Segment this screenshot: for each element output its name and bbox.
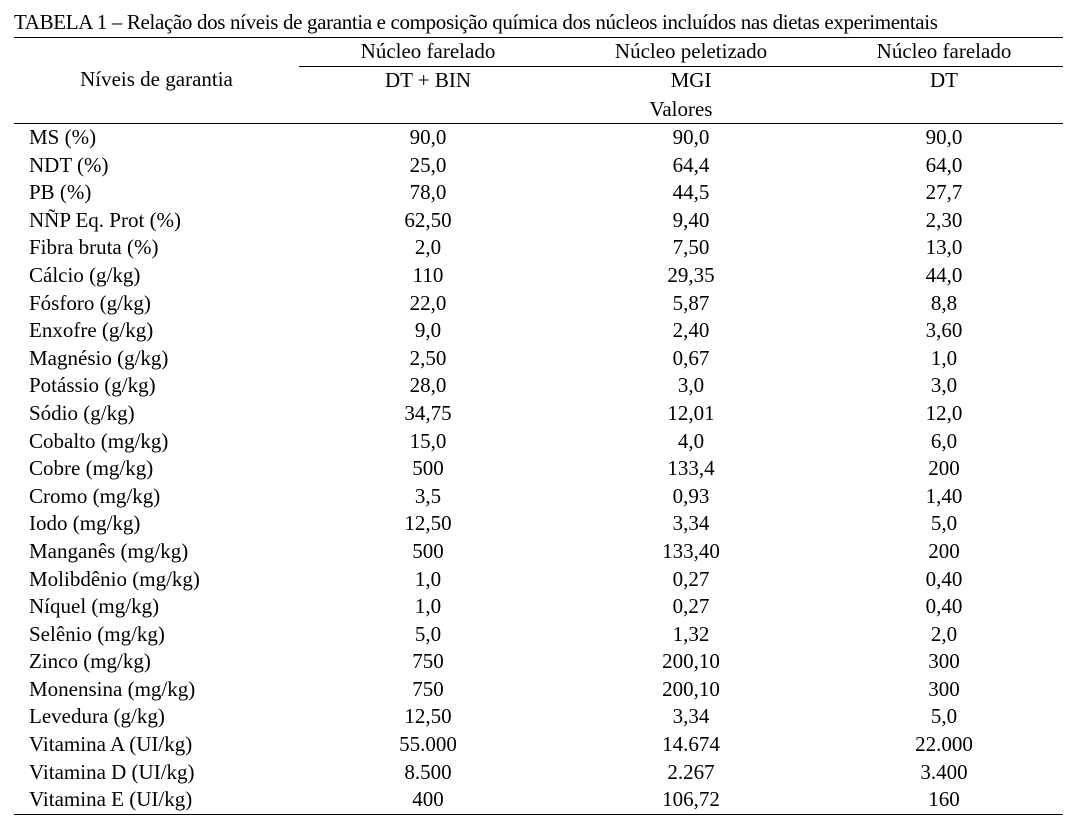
col2-header-line1: Núcleo peletizado <box>614 39 768 63</box>
cell-value-col1: 12,50 <box>404 511 452 536</box>
cell-value-col1: 5,0 <box>414 621 442 646</box>
cell-value-col2: 44,5 <box>672 180 710 205</box>
cell-value-col3: 64,0 <box>925 152 963 177</box>
row-label: Molibdênio (mg/kg) <box>29 566 200 591</box>
cell-value-col3: 3,60 <box>925 318 963 343</box>
table-row <box>0 345 1077 373</box>
cell-value-col3: 90,0 <box>925 125 963 149</box>
row-label: Manganês (mg/kg) <box>29 538 189 563</box>
cell-value-col2: 5,87 <box>672 290 710 315</box>
cell-value-col2: 14.674 <box>662 732 720 757</box>
cell-value-col1: 15,0 <box>409 428 447 453</box>
cell-value-col1: 1,0 <box>414 566 442 591</box>
col3-header-line2: DT <box>930 68 958 92</box>
cell-value-col1: 750 <box>412 649 444 674</box>
row-label: NÑP Eq. Prot (%) <box>29 207 182 232</box>
row-label: Selênio (mg/kg) <box>29 621 165 646</box>
cell-value-col3: 12,0 <box>925 400 963 425</box>
cell-value-col2: 133,40 <box>662 538 720 563</box>
row-label: Fibra bruta (%) <box>29 235 159 260</box>
cell-value-col3: 1,0 <box>930 345 958 370</box>
cell-value-col3: 27,7 <box>925 180 963 205</box>
cell-value-col2: 4,0 <box>677 428 705 453</box>
table-row <box>0 676 1077 704</box>
cell-value-col3: 44,0 <box>925 262 963 287</box>
cell-value-col3: 5,0 <box>930 511 958 536</box>
table-row <box>0 428 1077 456</box>
table-row <box>0 566 1077 594</box>
cell-value-col3: 200 <box>928 456 960 481</box>
cell-value-col2: 3,34 <box>672 511 710 536</box>
row-label: Enxofre (g/kg) <box>29 318 154 343</box>
row-label: Vitamina D (UI/kg) <box>29 759 195 784</box>
row-label: Cobre (mg/kg) <box>29 456 154 481</box>
table-row <box>0 648 1077 676</box>
row-label: Fósforo (g/kg) <box>29 290 151 315</box>
row-label: MS (%) <box>29 125 97 149</box>
cell-value-col2: 12,01 <box>667 400 715 425</box>
cell-value-col1: 1,0 <box>414 594 442 619</box>
row-label: Sódio (g/kg) <box>29 400 135 425</box>
col3-header-line1: Núcleo farelado <box>876 39 1012 63</box>
cell-value-col2: 0,27 <box>672 566 710 591</box>
cell-value-col3: 300 <box>928 676 960 701</box>
cell-value-col3: 2,0 <box>930 621 958 646</box>
table-row <box>0 786 1077 814</box>
table-row <box>0 207 1077 235</box>
bottom-rule <box>14 814 1063 815</box>
row-label: Iodo (mg/kg) <box>29 511 141 536</box>
cell-value-col2: 3,0 <box>677 373 705 398</box>
cell-value-col2: 90,0 <box>672 125 710 149</box>
table-row <box>0 372 1077 400</box>
cell-value-col1: 55.000 <box>399 732 457 757</box>
cell-value-col3: 0,40 <box>925 594 963 619</box>
cell-value-col3: 3,0 <box>930 373 958 398</box>
cell-value-col2: 200,10 <box>662 649 720 674</box>
row-label: Cromo (mg/kg) <box>29 483 161 508</box>
cell-value-col1: 500 <box>412 456 444 481</box>
row-label: PB (%) <box>29 180 92 205</box>
cell-value-col1: 22,0 <box>409 290 447 315</box>
cell-value-col3: 6,0 <box>930 428 958 453</box>
table-caption: TABELA 1 – Relação dos níveis de garantia e composição química dos núcleos incluídos nas dietas experimentais <box>14 10 938 34</box>
cell-value-col3: 5,0 <box>930 704 958 729</box>
table-row <box>0 593 1077 621</box>
cell-value-col2: 3,34 <box>672 704 710 729</box>
row-label: Vitamina A (UI/kg) <box>29 732 193 757</box>
table-body <box>0 124 1077 814</box>
cell-value-col1: 2,50 <box>409 345 447 370</box>
table-row <box>0 759 1077 787</box>
cell-value-col3: 200 <box>928 538 960 563</box>
row-label: Zinco (mg/kg) <box>29 649 151 674</box>
cell-value-col3: 8,8 <box>930 290 958 315</box>
cell-value-col2: 9,40 <box>672 207 710 232</box>
cell-value-col2: 7,50 <box>672 235 710 260</box>
values-label: Valores <box>649 97 713 121</box>
cell-value-col2: 1,32 <box>672 621 710 646</box>
table-row <box>0 262 1077 290</box>
row-label: Monensina (mg/kg) <box>29 676 196 701</box>
cell-value-col1: 3,5 <box>414 483 442 508</box>
cell-value-col1: 25,0 <box>409 152 447 177</box>
table-row <box>0 455 1077 483</box>
table-row <box>0 483 1077 511</box>
table-row <box>0 234 1077 262</box>
row-label: Níquel (mg/kg) <box>29 594 160 619</box>
cell-value-col2: 133,4 <box>667 456 715 481</box>
table-row <box>0 621 1077 649</box>
header-row-label: Níveis de garantia <box>80 67 233 91</box>
table-row <box>0 510 1077 538</box>
cell-value-col3: 2,30 <box>925 207 963 232</box>
table-row <box>0 290 1077 318</box>
cell-value-col1: 9,0 <box>414 318 442 343</box>
cell-value-col3: 0,40 <box>925 566 963 591</box>
cell-value-col2: 0,27 <box>672 594 710 619</box>
cell-value-col1: 8.500 <box>404 759 452 784</box>
cell-value-col2: 0,67 <box>672 345 710 370</box>
col1-header-line1: Núcleo farelado <box>360 39 496 63</box>
cell-value-col3: 160 <box>928 787 960 812</box>
cell-value-col3: 300 <box>928 649 960 674</box>
cell-value-col1: 750 <box>412 676 444 701</box>
row-label: Vitamina E (UI/kg) <box>29 787 193 812</box>
cell-value-col1: 90,0 <box>409 125 447 149</box>
cell-value-col2: 0,93 <box>672 483 710 508</box>
table-row <box>0 179 1077 207</box>
row-label: Magnésio (g/kg) <box>29 345 169 370</box>
cell-value-col1: 62,50 <box>404 207 452 232</box>
cell-value-col3: 3.400 <box>920 759 968 784</box>
cell-value-col2: 200,10 <box>662 676 720 701</box>
cell-value-col1: 28,0 <box>409 373 447 398</box>
col1-header-line2: DT + BIN <box>384 68 472 92</box>
cell-value-col1: 400 <box>412 787 444 812</box>
cell-value-col1: 110 <box>412 262 444 287</box>
table-row <box>0 152 1077 180</box>
cell-value-col2: 64,4 <box>672 152 710 177</box>
table-row <box>0 703 1077 731</box>
table-row <box>0 731 1077 759</box>
table-row <box>0 317 1077 345</box>
cell-value-col2: 2.267 <box>667 759 715 784</box>
cell-value-col2: 2,40 <box>672 318 710 343</box>
cell-value-col1: 78,0 <box>409 180 447 205</box>
cell-value-col2: 106,72 <box>662 787 720 812</box>
row-label: Cobalto (mg/kg) <box>29 428 169 453</box>
table-row <box>0 538 1077 566</box>
table-row <box>0 124 1077 152</box>
row-label: NDT (%) <box>29 152 109 177</box>
cell-value-col2: 29,35 <box>667 262 715 287</box>
table-row <box>0 400 1077 428</box>
cell-value-col3: 22.000 <box>915 732 973 757</box>
cell-value-col1: 12,50 <box>404 704 452 729</box>
row-label: Cálcio (g/kg) <box>29 262 141 287</box>
col2-header-line2: MGI <box>670 68 712 92</box>
cell-value-col1: 2,0 <box>414 235 442 260</box>
cell-value-col1: 34,75 <box>404 400 452 425</box>
row-label: Levedura (g/kg) <box>29 704 165 729</box>
row-label: Potássio (g/kg) <box>29 373 156 398</box>
cell-value-col1: 500 <box>412 538 444 563</box>
cell-value-col3: 1,40 <box>925 483 963 508</box>
cell-value-col3: 13,0 <box>925 235 963 260</box>
